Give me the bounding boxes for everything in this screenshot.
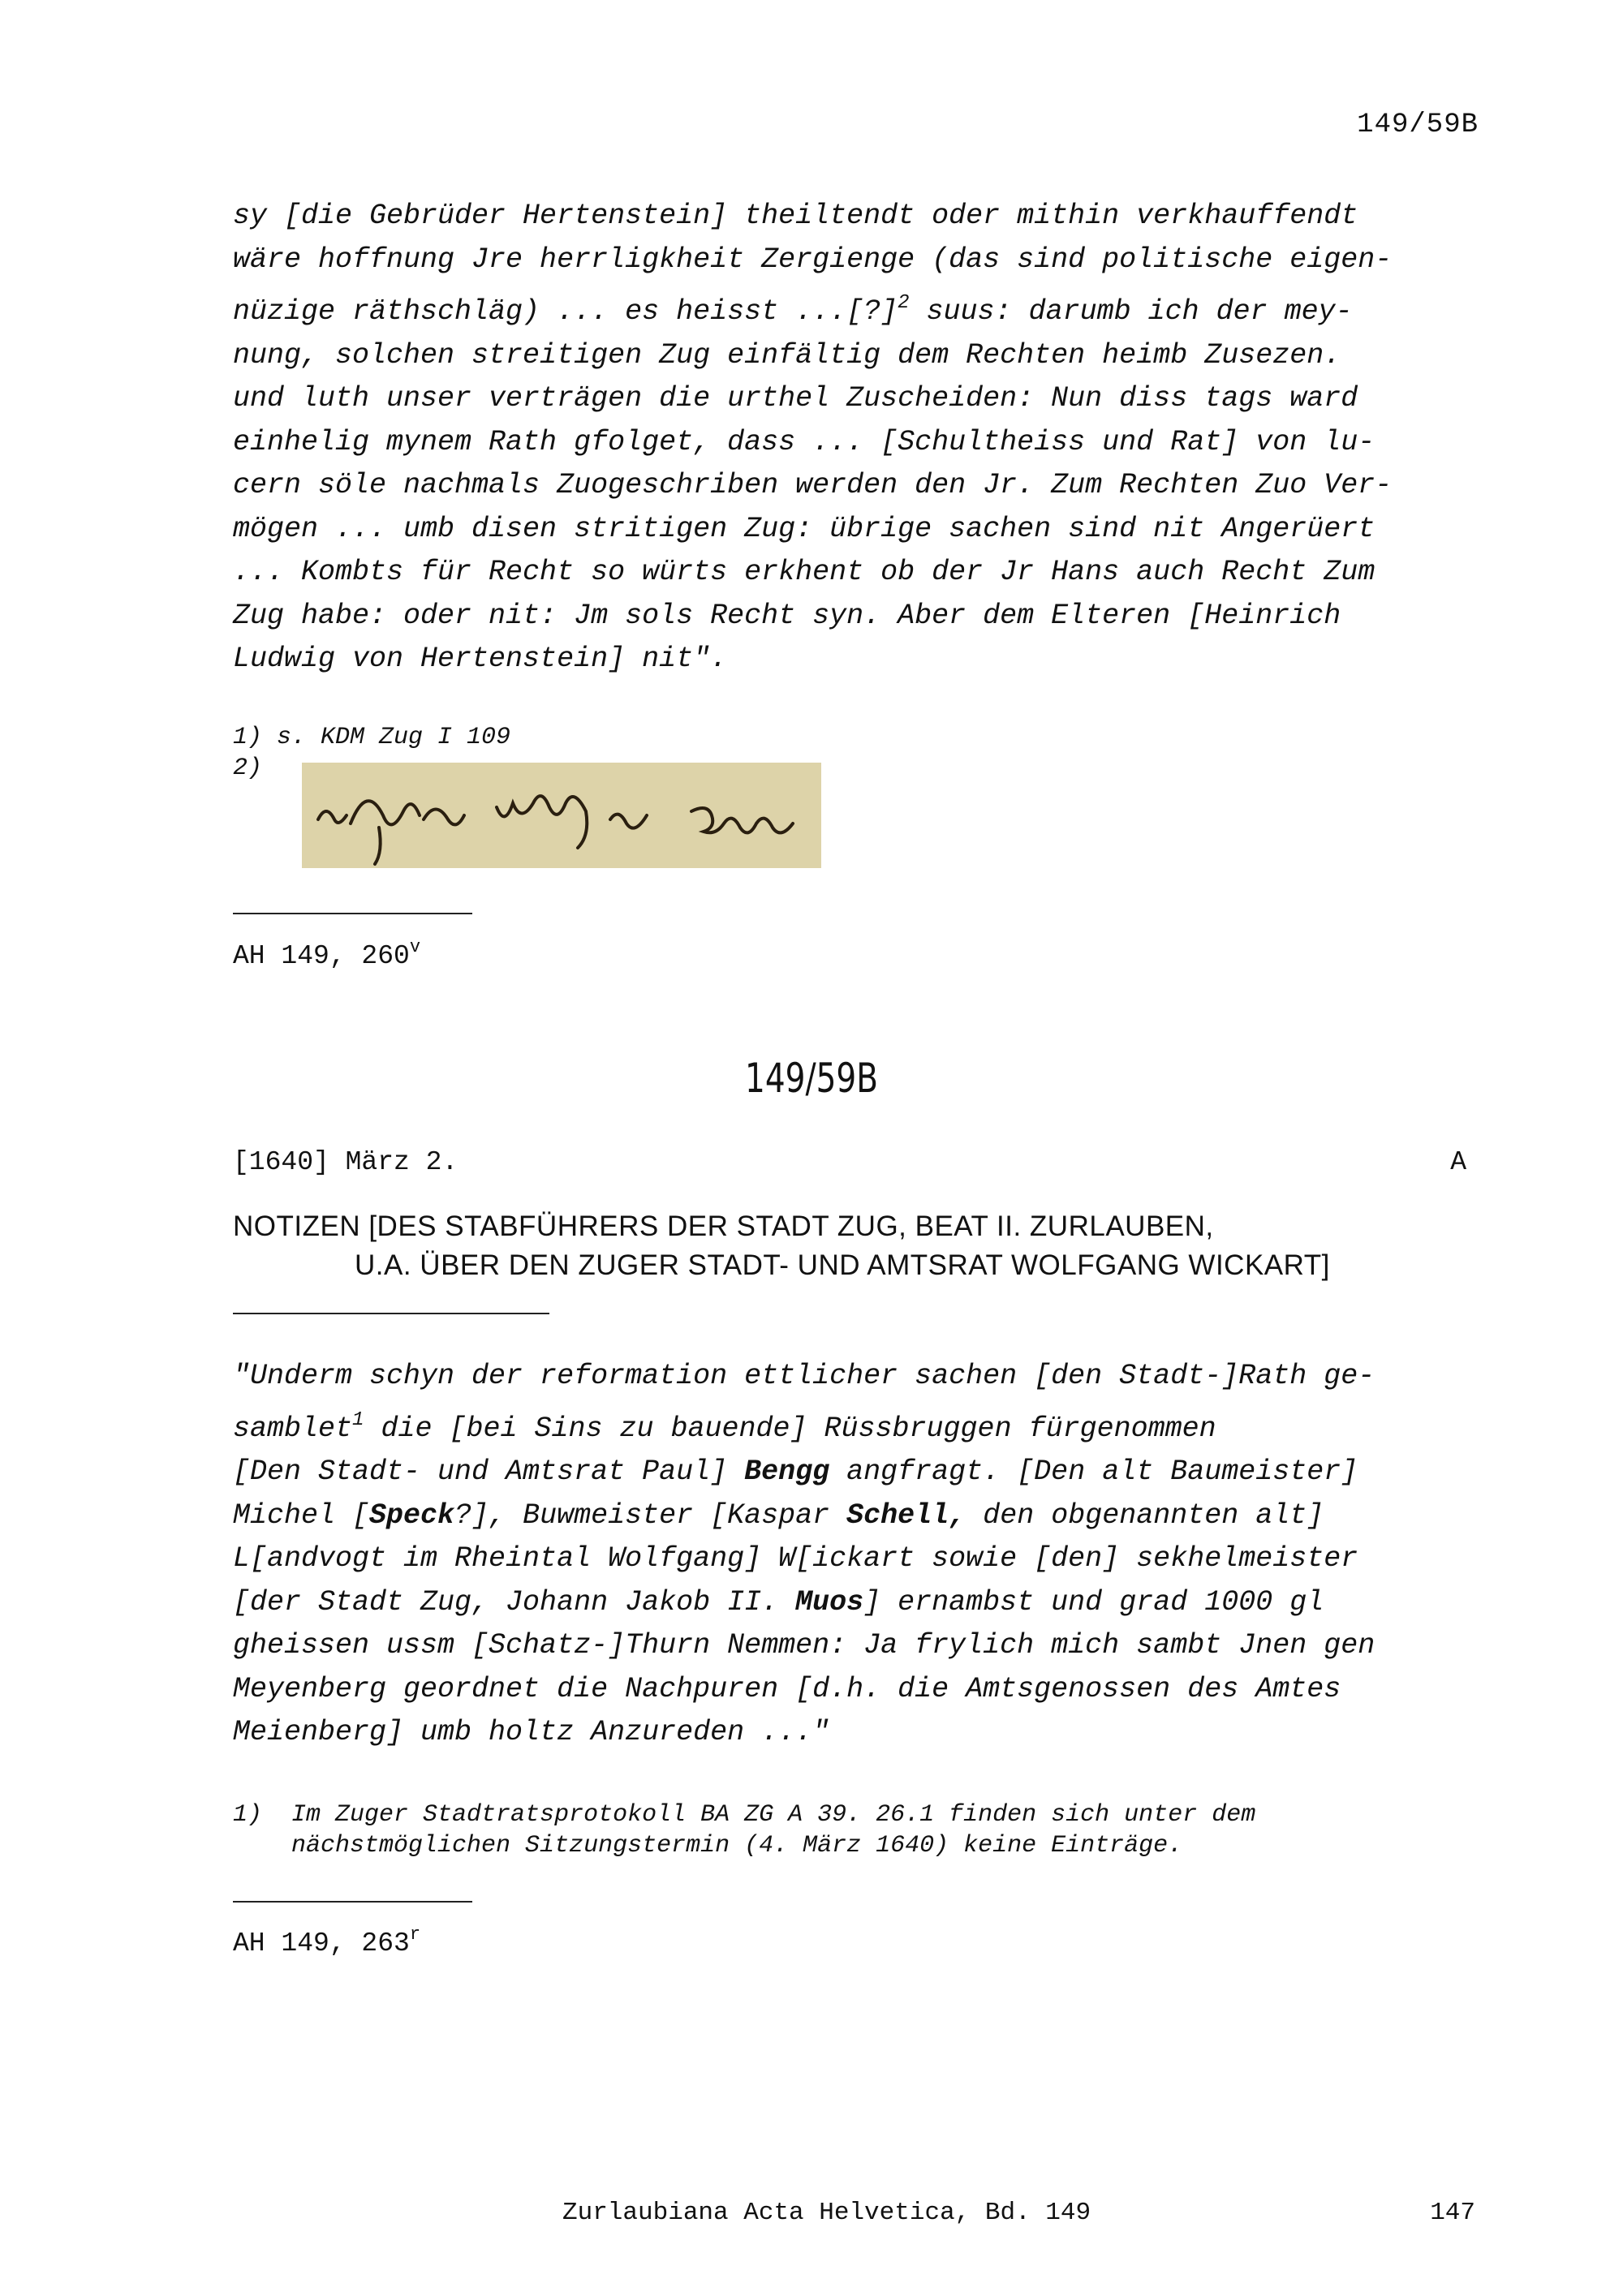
folio-side: v xyxy=(409,937,421,957)
handwriting-excerpt-image xyxy=(302,763,821,868)
text-segment: die [bei Sins zu bauende] Rüssbruggen fürgenommen xyxy=(364,1412,1216,1445)
text-line: nung, solchen streitigen Zug einfältig dem Rechten heimb Zusezen. xyxy=(233,338,1341,372)
source-divider xyxy=(233,1901,472,1903)
person-name: Speck xyxy=(369,1498,455,1532)
text-segment: ] ernambst und grad 1000 gl xyxy=(863,1585,1324,1619)
text-line xyxy=(233,1494,1458,1538)
text-segment: angfragt. [Den alt Baumeister] xyxy=(829,1455,1358,1488)
text-line xyxy=(233,1399,1458,1451)
entry-letter: A xyxy=(1450,1147,1466,1177)
text-line: L[andvogt im Rheintal Wolfgang] W[ickart sowie [den] sekhelmeister xyxy=(233,1542,1358,1575)
person-name: Bengg xyxy=(744,1455,830,1488)
source-reference xyxy=(233,937,420,971)
page-header-reference: 149/59B xyxy=(1357,110,1479,140)
entry-date: [1640] März 2. xyxy=(233,1147,458,1177)
text-segment: [Den Stadt- und Amtsrat Paul] xyxy=(233,1455,745,1488)
text-line: Meienberg] umb holtz Anzureden ..." xyxy=(233,1716,830,1748)
text-segment: ?], Buwmeister [Kaspar xyxy=(454,1498,847,1532)
text-line: Meyenberg geordnet die Nachpuren [d.h. die Amtsgenossen des Amtes xyxy=(233,1672,1341,1705)
footer-page-number: 147 xyxy=(1430,2199,1475,2227)
text-line xyxy=(233,1581,1458,1625)
footnote-marker: 1 xyxy=(352,1408,364,1431)
person-name: Schell, xyxy=(846,1498,966,1532)
text-line: sy [die Gebrüder Hertenstein] theiltendt oder mithin verkhauffendt xyxy=(233,200,1358,232)
text-line: Zug habe: oder nit: Jm sols Recht syn. Aber dem Elteren [Heinrich xyxy=(233,599,1341,632)
entry-title: 149/59B xyxy=(745,1055,878,1102)
footnote-marker: 2 xyxy=(898,292,910,314)
heading-line: NOTIZEN [DES STABFÜHRERS DER STADT ZUG, BEAT II. ZURLAUBEN, xyxy=(233,1210,1214,1242)
text-line: cern söle nachmals Zuogeschriben werden den Jr. Zum Rechten Zuo Ver- xyxy=(233,469,1393,501)
person-name: Muos xyxy=(795,1585,864,1619)
footnote-1: 1) s. KDM Zug I 109 xyxy=(233,724,511,751)
text-segment: [der Stadt Zug, Johann Jakob II. xyxy=(233,1585,796,1619)
text-line: gheissen ussm [Schatz-]Thurn Nemmen: Ja frylich mich sambt Jnen gen xyxy=(233,1629,1375,1662)
text-line: einhelig mynem Rath gfolget, dass ... [Schultheiss und Rat] von lu- xyxy=(233,425,1375,458)
source-text: AH 149, 260 xyxy=(233,941,410,971)
source-text: AH 149, 263 xyxy=(233,1928,410,1958)
text-line: mögen ... umb disen stritigen Zug: übrige sachen sind nit Angerüert xyxy=(233,512,1375,545)
folio-side: r xyxy=(409,1924,421,1945)
text-line: Ludwig von Hertenstein] nit". xyxy=(233,643,728,675)
heading-line: U.A. ÜBER DEN ZUGER STADT- UND AMTSRAT WOLFGANG WICKART] xyxy=(355,1249,1330,1281)
text-segment: samblet xyxy=(233,1412,353,1445)
quotation-text xyxy=(233,1355,1458,1755)
text-line: ... Kombts für Recht so würts erkhent ob der Jr Hans auch Recht Zum xyxy=(233,556,1375,588)
text-segment: nüzige räthschläg) ... es heisst ...[?] xyxy=(233,295,898,328)
entry-footnote-line: nächstmöglichen Sitzungstermin (4. März 1640) keine Einträge. xyxy=(233,1832,1183,1860)
text-segment: den obgenannten alt] xyxy=(966,1498,1324,1532)
footer-publication: Zurlaubiana Acta Helvetica, Bd. 149 xyxy=(562,2199,1091,2227)
text-line: und luth unser verträgen die urthel Zuscheiden: Nun diss tags ward xyxy=(233,382,1358,415)
text-segment: suus: darumb ich der mey- xyxy=(909,295,1353,328)
source-reference xyxy=(233,1924,420,1958)
text-line: wäre hoffnung Jre herrligkheit Zergienge (das sind politische eigen- xyxy=(233,243,1393,276)
entry-footnote-line: 1) Im Zuger Stadtratsprotokoll BA ZG A 39. 26.1 finden sich unter dem xyxy=(233,1801,1256,1829)
text-line xyxy=(233,282,1458,334)
source-divider xyxy=(233,913,472,914)
previous-entry-text xyxy=(233,195,1458,681)
entry-heading xyxy=(233,1207,1330,1285)
heading-divider xyxy=(233,1313,549,1314)
text-line: "Underm schyn der reformation ettlicher sachen [den Stadt-]Rath ge- xyxy=(233,1360,1375,1392)
text-line xyxy=(233,1451,1458,1494)
entry-date-line xyxy=(233,1147,1466,1177)
footnote-2: 2) xyxy=(233,755,263,782)
handwriting-strokes xyxy=(302,763,821,868)
text-segment: Michel [ xyxy=(233,1498,370,1532)
